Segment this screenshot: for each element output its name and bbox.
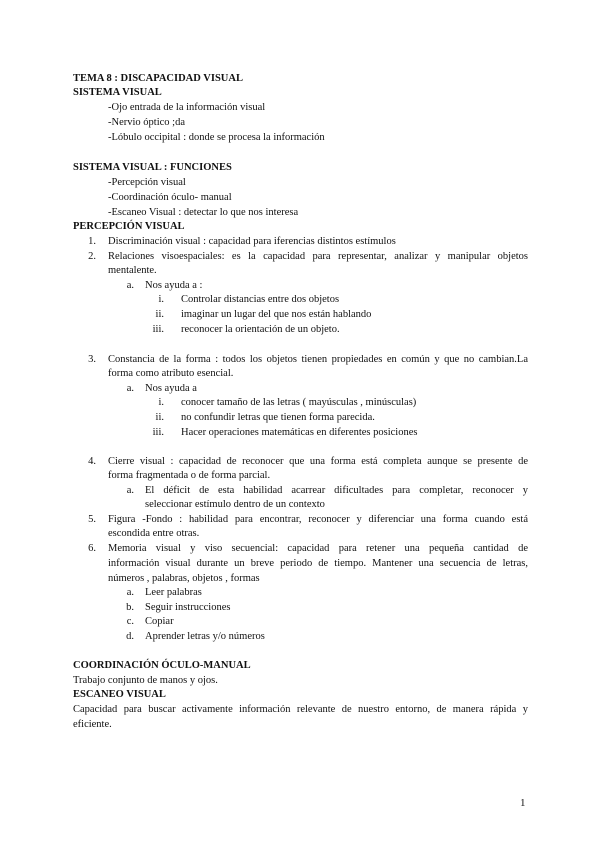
- sistema-visual-item: -Lóbulo occipital : donde se procesa la información: [108, 132, 325, 143]
- page-number: 1: [520, 797, 526, 809]
- roman-item-text: Hacer operaciones matemáticas en diferentes posiciones: [181, 427, 418, 438]
- sublist-letter: b.: [126, 602, 134, 613]
- list-item-text: información visual durante un breve periodo de tiempo. Mantener una secuencia de letras,: [108, 558, 528, 569]
- roman-item-text: reconocer la orientación de un objeto.: [181, 324, 340, 335]
- list-number: 1.: [88, 236, 96, 247]
- roman-number: i.: [158, 294, 164, 305]
- list-item-text: Constancia de la forma : todos los objetos tienen propiedades en común y que no cambian.La: [108, 354, 528, 365]
- list-item-text: Figura -Fondo : habilidad para encontrar, reconocer y diferenciar una forma cuando está: [108, 514, 528, 525]
- document-title: TEMA 8 : DISCAPACIDAD VISUAL: [73, 73, 243, 84]
- funciones-item: -Escaneo Visual : detectar lo que nos interesa: [108, 207, 299, 218]
- roman-number: iii.: [152, 324, 164, 335]
- roman-item-text: imaginar un lugar del que nos están hablando: [181, 309, 372, 320]
- list-number: 5.: [88, 514, 96, 525]
- roman-item-text: no confundir letras que tienen forma parecida.: [181, 412, 375, 423]
- sistema-visual-item: -Nervio óptico ;da: [108, 117, 185, 128]
- section-heading-percepcion: PERCEPCIÓN VISUAL: [73, 221, 185, 232]
- funciones-item: -Percepción visual: [108, 177, 186, 188]
- sublist-letter: a.: [126, 587, 134, 598]
- roman-number: iii.: [152, 427, 164, 438]
- list-number: 4.: [88, 456, 96, 467]
- sublist-text: Seguir instrucciones: [145, 602, 231, 613]
- roman-number: i.: [158, 397, 164, 408]
- list-item-text: Memoria visual y viso secuencial: capacidad para retener una pequeña cantidad de: [108, 543, 528, 554]
- list-item-text: escondida entre otras.: [108, 528, 200, 539]
- roman-number: ii.: [155, 412, 164, 423]
- list-number: 3.: [88, 354, 96, 365]
- funciones-item: -Coordinación óculo- manual: [108, 192, 232, 203]
- list-item-text: mentalente.: [108, 265, 157, 276]
- sublist-letter: a.: [126, 280, 134, 291]
- sublist-letter: a.: [126, 485, 134, 496]
- list-number: 2.: [88, 251, 96, 262]
- sublist-text: seleccionar estímulo dentro de un contexto: [145, 499, 325, 510]
- list-item-text: Cierre visual : capacidad de reconocer que una forma está completa aunque se presente de: [108, 456, 528, 467]
- sublist-text: Nos ayuda a: [145, 383, 197, 394]
- list-item-text: forma como atributo esencial.: [108, 368, 234, 379]
- sublist-text: Copiar: [145, 616, 174, 627]
- list-item-text: forma fragmentada o de forma parcial.: [108, 470, 271, 481]
- coordinacion-text: Trabajo conjunto de manos y ojos.: [73, 675, 218, 686]
- sublist-letter: c.: [126, 616, 134, 627]
- escaneo-text: eficiente.: [73, 719, 112, 730]
- section-heading-funciones: SISTEMA VISUAL : FUNCIONES: [73, 162, 232, 173]
- sublist-text: Aprender letras y/o números: [145, 631, 265, 642]
- section-heading-escaneo: ESCANEO VISUAL: [73, 689, 166, 700]
- list-item-text: números , palabras, objetos , formas: [108, 573, 260, 584]
- section-heading-coordinacion: COORDINACIÓN ÓCULO-MANUAL: [73, 660, 251, 671]
- sublist-text: El déficit de esta habilidad acarrear dificultades para completar, reconocer y: [145, 485, 528, 496]
- list-item-text: Discriminación visual : capacidad para iferencias distintos estímulos: [108, 236, 396, 247]
- roman-number: ii.: [155, 309, 164, 320]
- sublist-letter: a.: [126, 383, 134, 394]
- sublist-text: Leer palabras: [145, 587, 202, 598]
- list-item-text: Relaciones visoespaciales: es la capacidad para representar, analizar y manipular objetos: [108, 251, 528, 262]
- roman-item-text: conocer tamaño de las letras ( mayúsculas , minúsculas): [181, 397, 417, 408]
- roman-item-text: Controlar distancias entre dos objetos: [181, 294, 340, 305]
- list-number: 6.: [88, 543, 96, 554]
- sublist-letter: d.: [126, 631, 134, 642]
- escaneo-text: Capacidad para buscar activamente información relevante de nuestro entorno, de manera rápida y: [73, 704, 528, 715]
- sistema-visual-item: -Ojo entrada de la información visual: [108, 102, 266, 113]
- section-heading-sistema-visual: SISTEMA VISUAL: [73, 87, 162, 98]
- sublist-text: Nos ayuda a :: [145, 280, 203, 291]
